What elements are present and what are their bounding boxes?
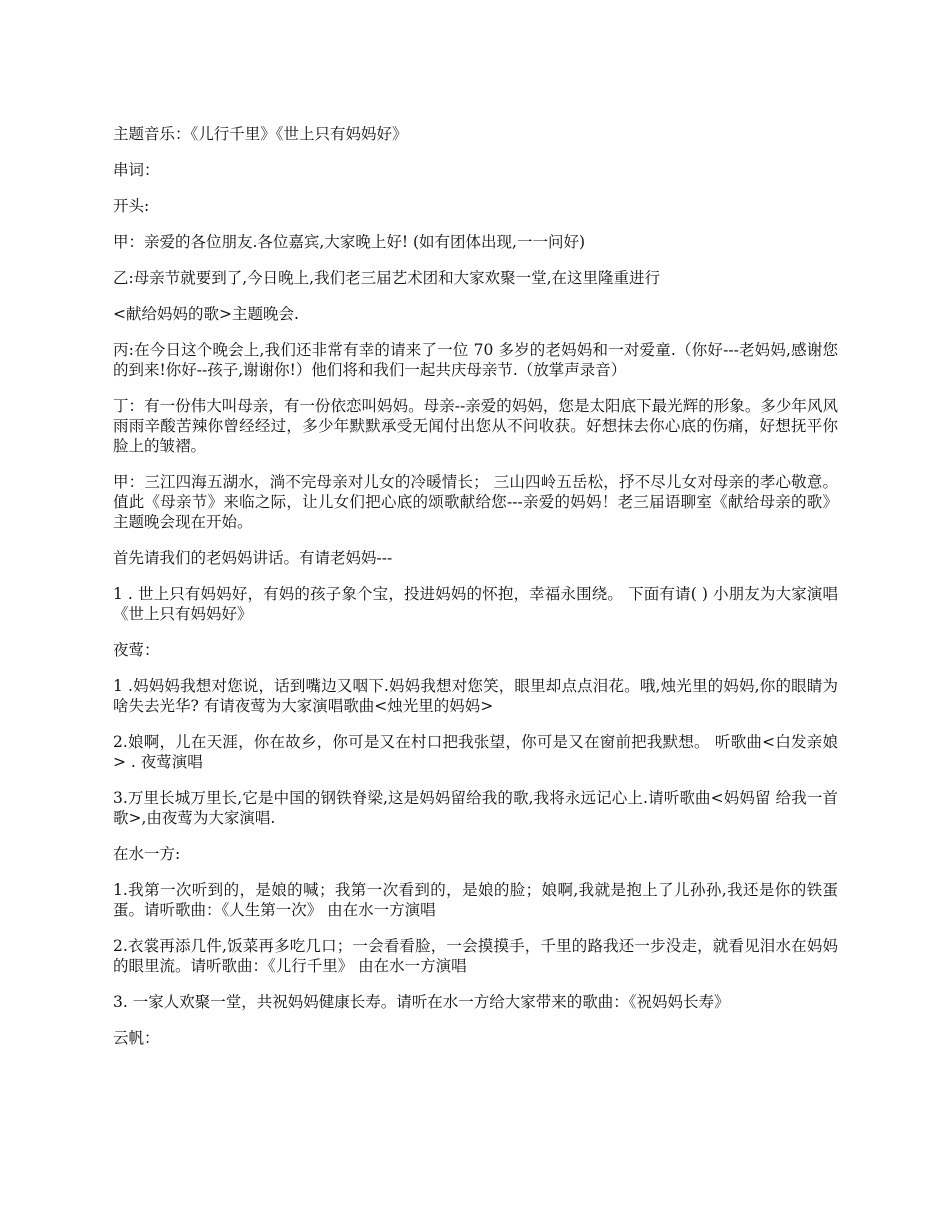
document-body (113, 124, 838, 1064)
program-item-1: 1 . 世上只有妈妈好，有妈的孩子象个宝，投进妈妈的怀抱，幸福永围绕。 下面有请( ) 小朋友为大家演唱 《世上只有妈妈好》 (113, 585, 838, 623)
yeying-item-1: 1 .妈妈妈我想对您说，话到嘴边又咽下.妈妈我想对您笑，眼里却点点泪花。哦,烛光里的妈妈,你的眼睛为啥失去光华? 有请夜莺为大家演唱歌曲<烛光里的妈妈> (113, 677, 838, 715)
zaishuiyifang-item-3: 3. 一家人欢聚一堂，共祝妈妈健康长寿。请听在水一方给大家带来的歌曲：《祝妈妈长寿》 (113, 993, 730, 1011)
section-heading-cue-words: 串词： (113, 161, 160, 179)
invite-mother-speech: 首先请我们的老妈妈讲话。有请老妈妈--- (113, 549, 393, 567)
event-title-line: <献给妈妈的歌>主题晚会. (113, 305, 299, 323)
performer-heading-zaishuiyifang: 在水一方: (113, 845, 181, 863)
section-heading-opening: 开头: (113, 197, 150, 215)
performer-heading-yunfan: 云帆： (113, 1029, 160, 1047)
yeying-item-2: 2.娘啊，儿在天涯，你在故乡，你可是又在村口把我张望，你可是又在窗前把我默想。 听歌曲<白发亲娘> . 夜莺演唱 (113, 733, 838, 771)
zaishuiyifang-item-1: 1.我第一次听到的，是娘的喊；我第一次看到的，是娘的脸；娘啊,我就是抱上了儿孙孙,我还是你的铁蛋蛋。请听歌曲：《人生第一次》 由在水一方演唱 (113, 881, 838, 919)
host-c-guests: 丙:在今日这个晚会上,我们还非常有幸的请来了一位 70 多岁的老妈妈和一对爱童.（你好---老妈妈,感谢您的到来!你好--孩子,谢谢你!）他们将和我们一起共庆母亲节.（放掌声录音） (113, 341, 838, 379)
host-a-greeting: 甲：亲爱的各位朋友.各位嘉宾,大家晚上好! (如有团体出现,一一问好) (113, 233, 586, 251)
host-d-tribute: 丁：有一份伟大叫母亲，有一份依恋叫妈妈。母亲--亲爱的妈妈，您是太阳底下最光辉的形象。多少年风风雨雨辛酸苦辣你曾经经过，多少年默默承受无闻付出您从不问收获。好想抹去你心底的伤痛，好想抚平你脸上的皱褶。 (113, 397, 838, 455)
host-a-opening-speech: 甲：三江四海五湖水，淌不完母亲对儿女的冷暖情长； 三山四岭五岳松，抒不尽儿女对母亲的孝心敬意。值此《母亲节》来临之际，让儿女们把心底的颂歌献给您---亲爱的妈妈！老三届语聊室《献给母亲的歌》主题晚会现在开始。 (113, 473, 838, 531)
performer-heading-yeying: 夜莺： (113, 641, 160, 659)
zaishuiyifang-item-2: 2.衣裳再添几件,饭菜再多吃几口；一会看看脸，一会摸摸手，千里的路我还一步没走，就看见泪水在妈妈的眼里流。请听歌曲：《儿行千里》 由在水一方演唱 (113, 937, 838, 975)
theme-music-line: 主题音乐：《儿行千里》《世上只有妈妈好》 (113, 125, 408, 143)
yeying-item-3: 3.万里长城万里长,它是中国的钢铁脊梁,这是妈妈留给我的歌,我将永远记心上.请听歌曲<妈妈留 给我一首歌>,由夜莺为大家演唱. (113, 789, 838, 827)
host-b-intro: 乙:母亲节就要到了,今日晚上,我们老三届艺术团和大家欢聚一堂,在这里隆重进行 (113, 269, 661, 287)
